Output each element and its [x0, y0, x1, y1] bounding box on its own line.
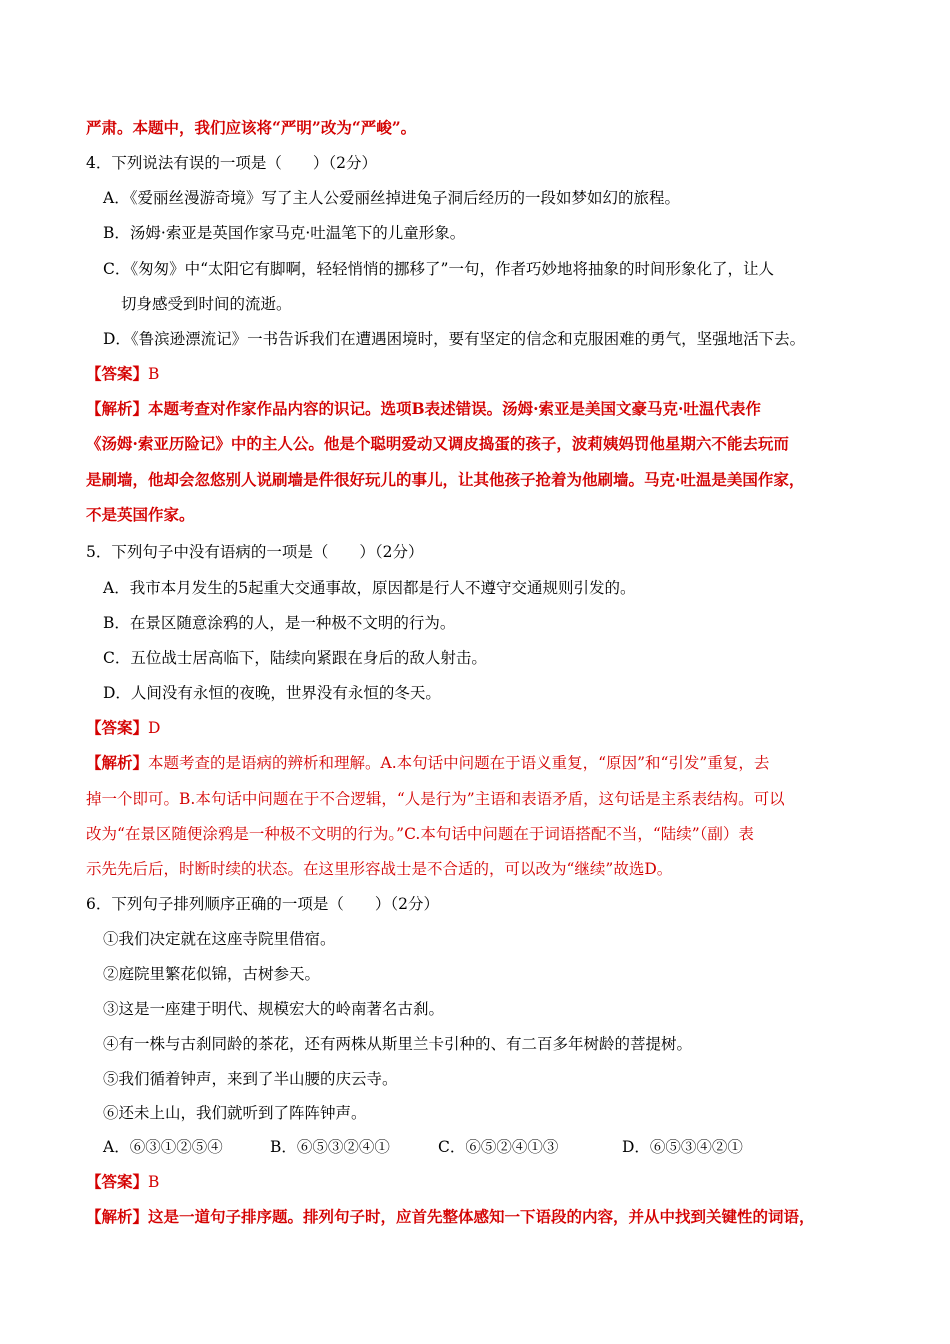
q4-analysis-1: 【解析】本题考查对作家作品内容的识记。选项B表述错误。汤姆·索亚是美国文豪马克·吐温代表作: [86, 399, 761, 418]
q4-answer: [86, 364, 159, 384]
q5-analysis-4: 示先先后后，时断时续的状态。在这里形容战士是不合适的，可以改为“继续”故选D。: [86, 860, 673, 878]
q4-option-c: C．《匆匆》中“太阳它有脚啊，轻轻悄悄的挪移了”一句，作者巧妙地将抽象的时间形象化了，让人: [103, 260, 774, 278]
q4-option-b: B．汤姆·索亚是英国作家马克·吐温笔下的儿童形象。: [103, 224, 466, 242]
q4-analysis-3: 是刷墙，他却会忽悠别人说刷墙是件很好玩儿的事儿，让其他孩子抢着为他刷墙。马克·吐温是美国作家，: [86, 470, 805, 489]
analysis-tag: 【解析】: [86, 399, 149, 418]
q6-sentence-5: ⑤我们循着钟声，来到了半山腰的庆云寺。: [103, 1070, 398, 1088]
q5-analysis-2: 掉一个即可。B.本句话中问题在于不合逻辑，“人是行为”主语和表语矛盾，这句话是主系表结构。可以: [86, 790, 785, 808]
q5-option-b: B．在景区随意涂鸦的人，是一种极不文明的行为。: [103, 614, 456, 632]
q4-analysis-4: 不是英国作家。: [86, 505, 195, 524]
q4-option-c-cont: 切身感受到时间的流逝。: [121, 295, 292, 313]
q6-choices: [103, 1137, 863, 1157]
carryover-analysis: 严肃。本题中，我们应该将“严明”改为“严峻”。: [86, 118, 417, 137]
q5-option-d: D．人间没有永恒的夜晚，世界没有永恒的冬天。: [103, 684, 441, 702]
q5-analysis-1: 【解析】本题考查的是语病的辨析和理解。A.本句话中问题在于语义重复，“原因”和“引发”重复，去: [86, 753, 770, 772]
q6-sentence-4: ④有一株与古刹同龄的茶花，还有两株从斯里兰卡引种的、有二百多年树龄的菩提树。: [103, 1035, 693, 1053]
q5-option-c: C．五位战士居高临下，陆续向紧跟在身后的敌人射击。: [103, 649, 487, 667]
q6-sentence-6: ⑥还未上山，我们就听到了阵阵钟声。: [103, 1104, 367, 1122]
q6-choice-a: A．⑥③①②⑤④: [103, 1138, 223, 1156]
q4-stem: 4．下列说法有误的一项是（ ）（2分）: [86, 154, 377, 172]
q5-stem: 5．下列句子中没有语病的一项是（ ）（2分）: [86, 543, 424, 561]
q6-stem: 6．下列句子排列顺序正确的一项是（ ）（2分）: [86, 895, 439, 913]
q6-analysis-1: 【解析】这是一道句子排序题。排列句子时，应首先整体感知一下语段的内容，并从中找到关键性的词语，: [86, 1207, 815, 1226]
q6-choice-c: C．⑥⑤②④①③: [438, 1138, 559, 1156]
q4-answer-value: B: [148, 365, 160, 383]
q5-answer: 【答案】D: [86, 718, 161, 737]
q4-option-d: D．《鲁滨逊漂流记》一书告诉我们在遭遇困境时，要有坚定的信念和克服困难的勇气，坚强地活下去。: [103, 330, 806, 348]
q6-sentence-1: ①我们决定就在这座寺院里借宿。: [103, 930, 336, 948]
q6-answer: 【答案】B: [86, 1172, 160, 1191]
q6-sentence-3: ③这是一座建于明代、规模宏大的岭南著名古刹。: [103, 1000, 445, 1018]
q6-choice-d: D．⑥⑤③④②①: [622, 1138, 743, 1156]
q5-option-a: A．我市本月发生的5起重大交通事故，原因都是行人不遵守交通规则引发的。: [103, 579, 636, 597]
q6-answer-value: B: [148, 1173, 160, 1191]
q6-sentence-2: ②庭院里繁花似锦，古树参天。: [103, 965, 321, 983]
q6-choice-b: B．⑥⑤③②④①: [270, 1138, 390, 1156]
q5-analysis-3: 改为“在景区随便涂鸦是一种极不文明的行为。”C.本句话中问题在于词语搭配不当，“陆续”（副）表: [86, 825, 754, 843]
answer-tag: 【答案】: [86, 364, 149, 383]
q5-answer-value: D: [148, 719, 161, 737]
q4-analysis-2: 《汤姆·索亚历险记》中的主人公。他是个聪明爱动又调皮捣蛋的孩子，波莉姨妈罚他星期六不能去玩而: [86, 434, 789, 453]
q4-option-a: A．《爱丽丝漫游奇境》写了主人公爱丽丝掉进兔子洞后经历的一段如梦如幻的旅程。: [103, 189, 680, 207]
